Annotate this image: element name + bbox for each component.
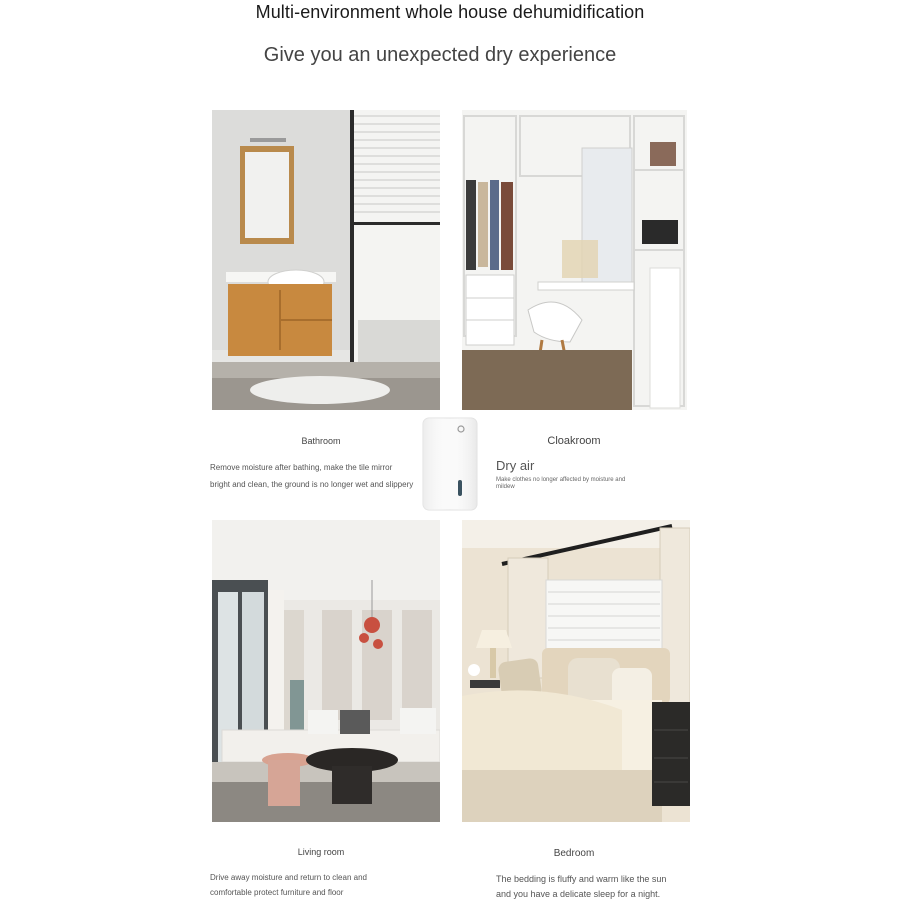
bathroom-description-line1: Remove moisture after bathing, make the tile mirror bbox=[210, 463, 393, 472]
bedroom-photo bbox=[462, 520, 690, 822]
cloakroom-description-line1: Make clothes no longer affected by moisture and bbox=[496, 477, 626, 483]
cloakroom-photo bbox=[462, 110, 687, 410]
cloakroom-description-line2: mildew bbox=[496, 484, 515, 490]
bedroom-description bbox=[496, 872, 696, 902]
page-subtitle: Give you an unexpected dry experience bbox=[263, 44, 617, 66]
bedroom-label: Bedroom bbox=[553, 848, 595, 859]
page-title: Multi-environment whole house dehumidification bbox=[255, 2, 645, 22]
living-room-photo bbox=[212, 520, 440, 822]
bathroom-photo bbox=[212, 110, 440, 410]
living-room-description-line1: Drive away moisture and return to clean and bbox=[210, 873, 367, 882]
bedroom-description-line1: The bedding is fluffy and warm like the sun bbox=[496, 874, 667, 884]
cloakroom-heading: Dry air bbox=[496, 458, 535, 473]
bathroom-label: Bathroom bbox=[301, 436, 341, 446]
bathroom-description-line2: bright and clean, the ground is no longer wet and slippery bbox=[210, 480, 414, 489]
living-room-label: Living room bbox=[297, 847, 345, 857]
cloakroom-label: Cloakroom bbox=[547, 435, 601, 447]
living-room-description-line2: comfortable protect furniture and floor bbox=[210, 888, 344, 897]
dehumidifier-product-image bbox=[420, 414, 480, 512]
bathroom-description bbox=[210, 459, 430, 493]
living-room-description bbox=[210, 870, 430, 900]
bedroom-description-line2: and you have a delicate sleep for a night. bbox=[496, 889, 661, 899]
cloakroom-description bbox=[496, 477, 656, 491]
